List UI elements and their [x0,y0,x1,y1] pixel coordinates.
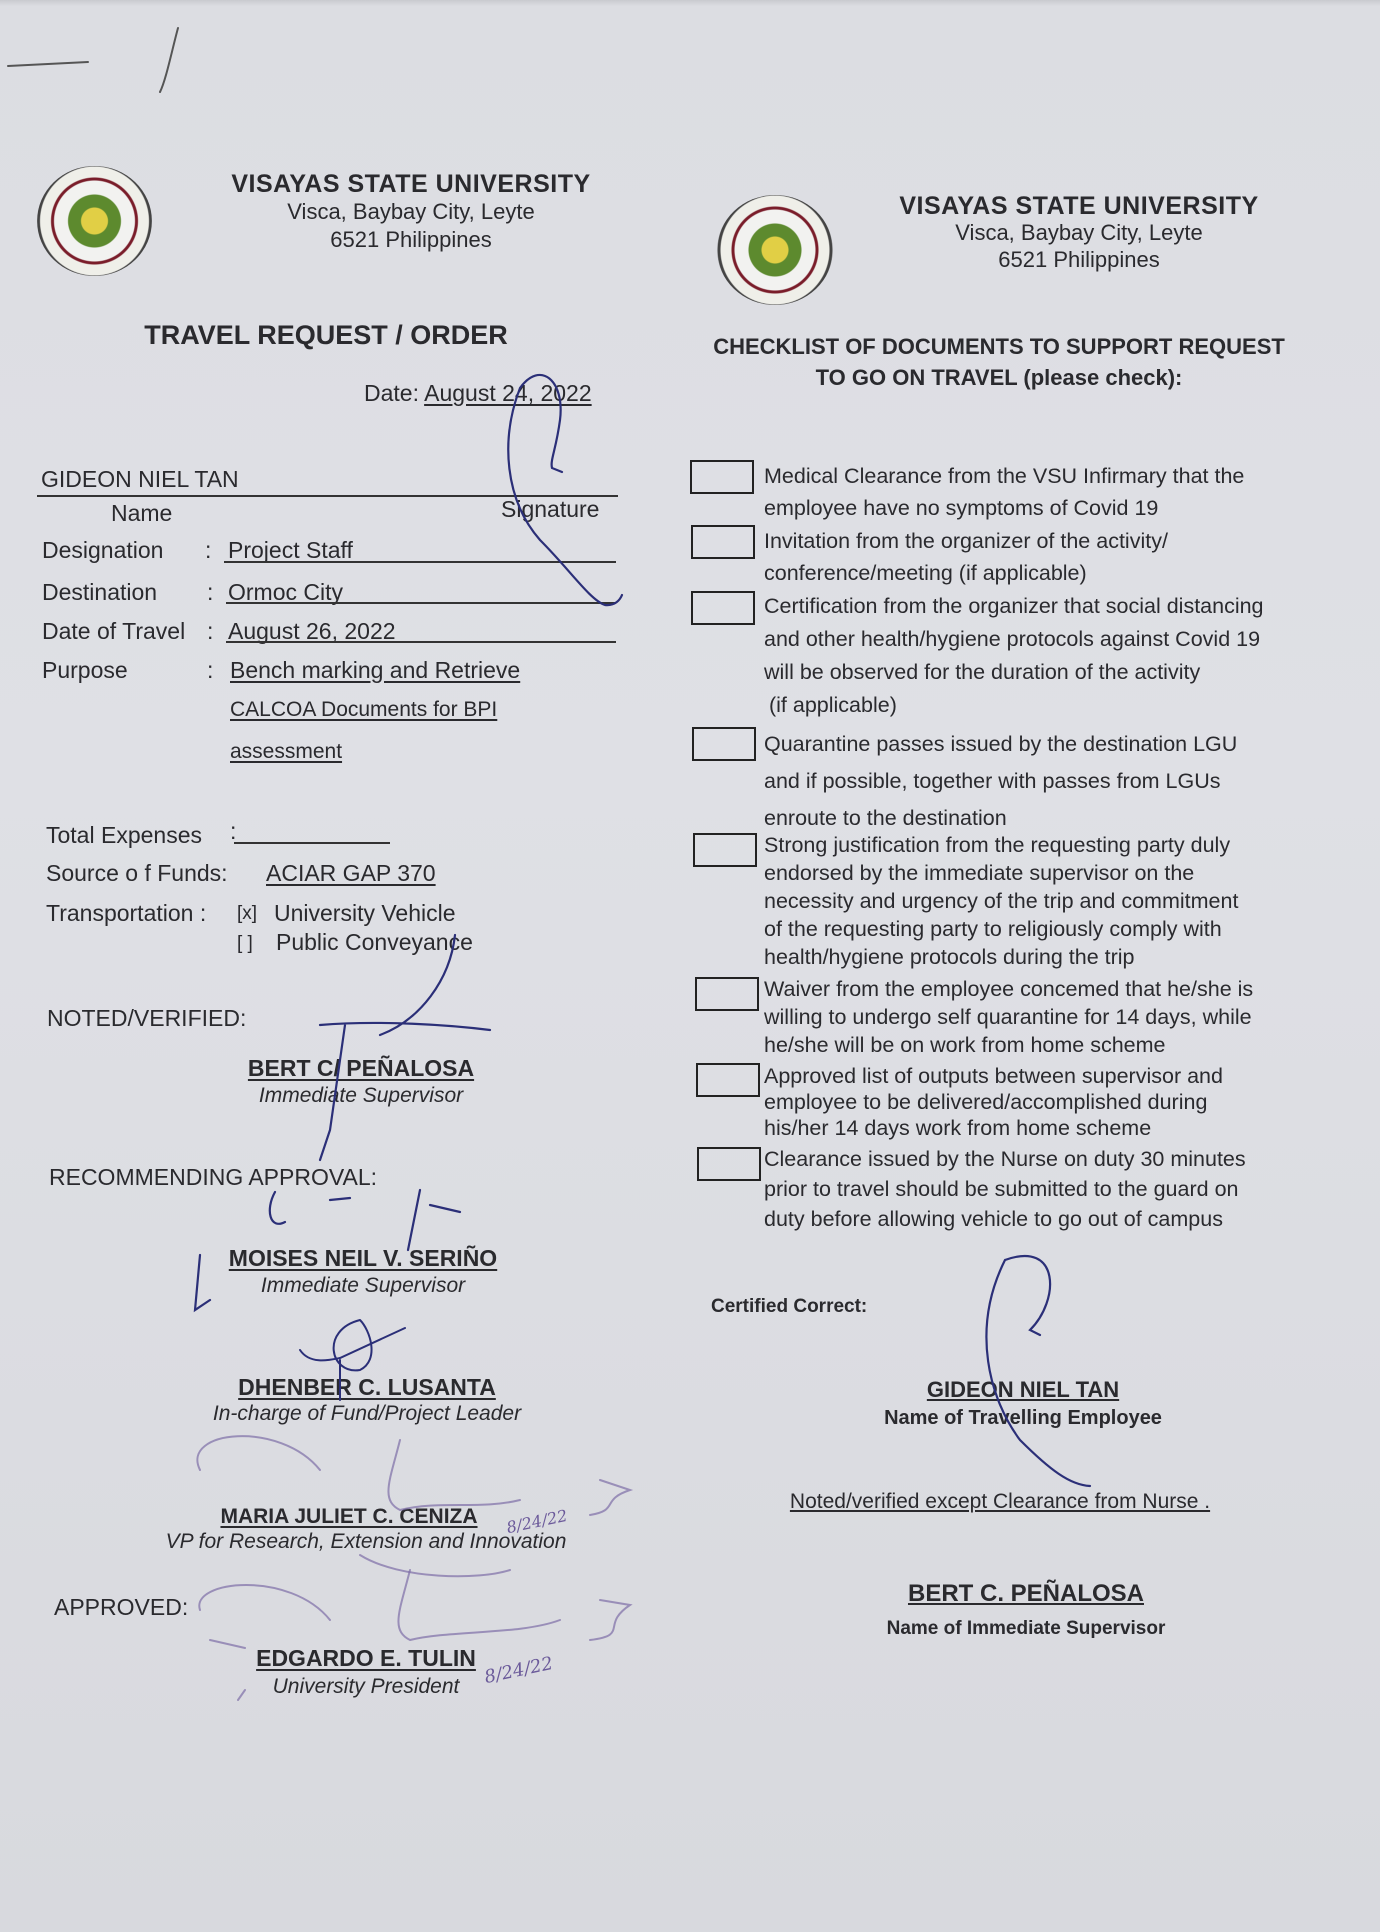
checklist-item-4 [764,726,1304,837]
recommending-approval-label: RECOMMENDING APPROVAL: [49,1164,378,1190]
purpose-value-line2: CALCOA Documents for BPI [230,698,498,721]
handwritten-date-1: 8/24/22 [504,1505,569,1538]
checklist-checkbox-8[interactable] [697,1147,761,1181]
checklist-item-1-line: employee have no symptoms of Covid 19 [764,496,1159,520]
checklist-item-2 [764,525,1304,589]
checklist-item-5-line: Strong justification from the requesting party duly [764,833,1231,857]
checklist-item-8-line: Clearance issued by the Nurse on duty 30 minutes [764,1147,1246,1171]
noted-verified-label: NOTED/VERIFIED: [47,1005,247,1031]
checklist-title-line2: TO GO ON TRAVEL (please check): [815,365,1183,390]
checklist-item-3 [764,590,1304,722]
checklist-title-line1: CHECKLIST OF DOCUMENTS TO SUPPORT REQUEST [713,334,1285,359]
total-expenses-label: Total Expenses [46,822,202,848]
travel-date-label: Date of Travel [42,618,186,644]
name-label: Name [111,500,173,526]
travel-date-value: August 26, 2022 [228,618,396,644]
noted-signature [320,935,490,1160]
date-label: Date: [364,380,419,406]
recommending-name-3: MARIA JULIET C. CENIZA [220,1505,478,1528]
employee-signature-bottom [986,1256,1090,1486]
checklist-checkbox-7[interactable] [696,1063,760,1097]
checklist-item-3-line: Certification from the organizer that social distancing [764,594,1264,618]
checklist-checkbox-6[interactable] [695,977,759,1011]
recommending-role-2: In-charge of Fund/Project Leader [212,1402,522,1425]
recommending-name-2: DHENBER C. LUSANTA [238,1374,496,1400]
checklist-item-5 [764,831,1304,971]
purpose-label: Purpose [42,657,128,683]
designation-value: Project Staff [228,537,353,563]
total-expenses-blank [234,842,390,844]
date-value: August 24, 2022 [424,380,592,406]
checklist-item-5-line: health/hygiene protocols during the trip [764,945,1135,969]
checklist-item-3-line: (if applicable) [769,693,897,717]
checklist-item-4-line: Quarantine passes issued by the destination LGU [764,732,1238,756]
noted-role: Immediate Supervisor [258,1084,464,1107]
handwritten-date-2: 8/24/22 [482,1653,555,1688]
left-address-line1: Visca, Baybay City, Leyte [287,199,535,224]
checklist-checkbox-3[interactable] [691,591,755,625]
certified-correct-label: Certified Correct: [711,1296,868,1317]
checklist-item-5-line: endorsed by the immediate supervisor on the [764,861,1195,885]
checklist-item-4-line: enroute to the destination [764,806,1007,830]
university-vehicle-checkbox[interactable]: [x] [237,903,258,924]
checklist-checkbox-4[interactable] [692,727,756,761]
recommending-name-1: MOISES NEIL V. SERIÑO [228,1245,498,1271]
designation-label: Designation [42,537,164,563]
checklist-item-1-line: Medical Clearance from the VSU Infirmary that the [764,464,1245,488]
corner-mark [8,28,178,92]
destination-label: Destination [42,579,158,605]
checklist-item-7 [764,1063,1304,1141]
left-address-line2: 6521 Philippines [330,227,492,252]
employee-caption: Name of Travelling Employee [884,1407,1162,1429]
form-title: TRAVEL REQUEST / ORDER [144,320,508,350]
checklist-item-5-line: of the requesting party to religiously comply with [764,917,1222,941]
checklist-item-2-line: Invitation from the organizer of the activity/ [764,529,1168,553]
university-vehicle-label: University Vehicle [274,900,456,926]
left-university-name: VISAYAS STATE UNIVERSITY [231,170,591,198]
public-conveyance-checkbox[interactable]: [ ] [237,933,253,954]
public-conveyance-label: Public Conveyance [276,929,473,955]
purpose-sep: : [207,657,214,683]
employee-name: GIDEON NIEL TAN [926,1377,1120,1402]
checklist-item-7-line: his/her 14 days work from home scheme [764,1116,1152,1140]
checklist-item-7-line: Approved list of outputs between supervisor and [764,1064,1223,1088]
traveler-name: GIDEON NIEL TAN [41,466,239,492]
noted-verified-note: Noted/verified except Clearance from Nurse . [789,1490,1211,1513]
checklist-item-8-line: prior to travel should be submitted to the guard on [764,1177,1239,1201]
checklist-item-7-line: employee to be delivered/accomplished during [764,1090,1208,1114]
checklist-item-6 [764,975,1304,1059]
right-address-line2: 6521 Philippines [998,247,1160,272]
date-row [364,380,592,407]
destination-value: Ormoc City [228,579,343,605]
approved-name: EDGARDO E. TULIN [256,1645,476,1671]
supervisor-caption: Name of Immediate Supervisor [886,1618,1166,1639]
designation-underline [224,561,616,563]
checklist-item-4-line: and if possible, together with passes from LGUs [764,769,1221,793]
signature-label: Signature [501,496,600,522]
total-expenses-sep: : [230,818,237,844]
checklist-item-8-line: duty before allowing vehicle to go out of campus [764,1207,1223,1231]
checklist-item-2-line: conference/meeting (if applicable) [764,561,1087,585]
checklist-item-8 [764,1144,1304,1234]
checklist-item-5-line: necessity and urgency of the trip and commitment [764,889,1239,913]
checklist-checkbox-1[interactable] [690,460,754,494]
approved-label: APPROVED: [54,1594,189,1620]
destination-underline [226,602,616,604]
noted-name: BERT C/ PEÑALOSA [247,1055,475,1081]
checklist-item-6-line: he/she will be on work from home scheme [764,1033,1166,1057]
right-address-line1: Visca, Baybay City, Leyte [955,220,1203,245]
traveler-signature-top [508,375,622,605]
approved-role: University President [272,1675,460,1698]
recommending-role-3: VP for Research, Extension and Innovation [165,1530,567,1553]
right-university-name: VISAYAS STATE UNIVERSITY [899,192,1259,220]
source-of-funds-value: ACIAR GAP 370 [266,860,436,886]
checklist-item-6-line: Waiver from the employee concemed that he/she is [764,977,1254,1001]
travel-date-underline [226,641,616,643]
designation-sep: : [205,537,212,563]
supervisor-name: BERT C. PEÑALOSA [907,1580,1144,1607]
checklist-item-3-line: and other health/hygiene protocols against Covid 19 [764,627,1261,651]
checklist-item-3-line: will be observed for the duration of the activity [764,660,1201,684]
checklist-item-6-line: willing to undergo self quarantine for 14 days, while [764,1005,1252,1029]
purpose-value-line1: Bench marking and Retrieve [230,657,521,683]
checklist-checkbox-2[interactable] [691,525,755,559]
source-of-funds-label: Source o f Funds: [46,860,228,886]
destination-sep: : [207,579,214,605]
checklist-checkbox-5[interactable] [693,833,757,867]
transportation-label: Transportation : [46,900,207,926]
checklist-item-1 [764,460,1304,524]
recommending-role-1: Immediate Supervisor [260,1274,466,1297]
travel-date-sep: : [207,618,214,644]
purpose-value-line3: assessment [230,740,343,763]
